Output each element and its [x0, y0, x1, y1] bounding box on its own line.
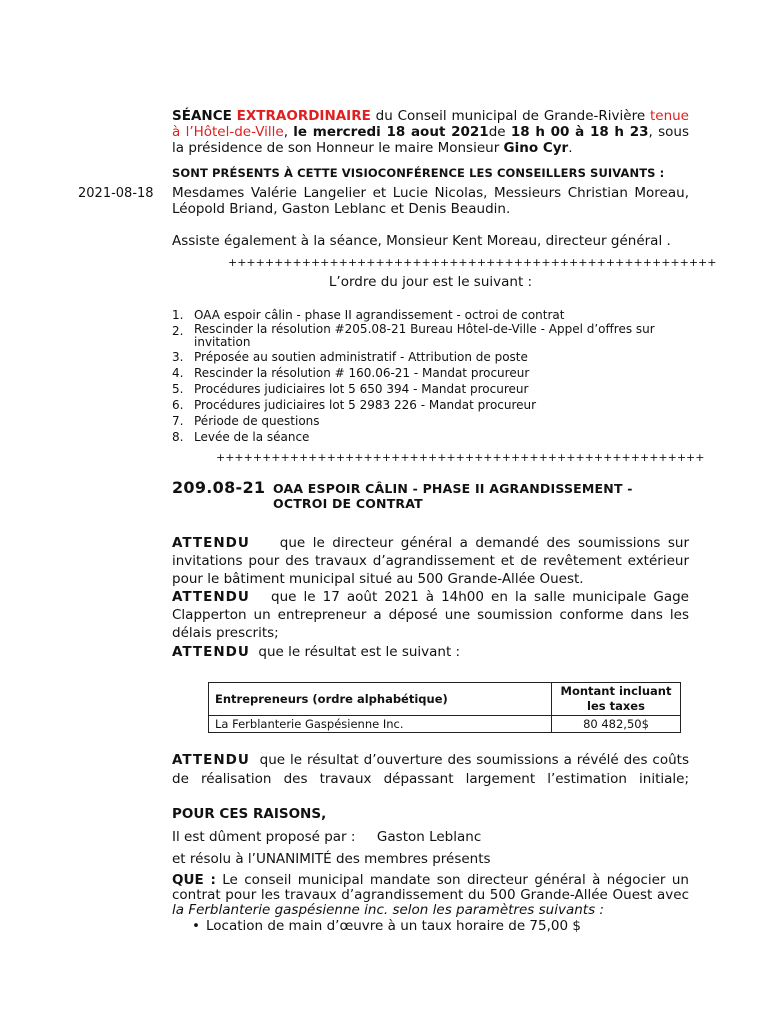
resolution-number: 209.08-21	[172, 478, 266, 497]
presents-heading: SONT PRÉSENTS À CETTE VISIOCONFÉRENCE LES CONSEILLERS SUIVANTS :	[172, 166, 665, 180]
table-cell-amount: 80 482,50$	[552, 716, 681, 733]
proposed-label: Il est dûment proposé par :	[172, 829, 356, 845]
attendu-1	[172, 534, 689, 588]
agenda-text: Préposée au soutien administratif - Attribution de poste	[194, 350, 528, 364]
table-header-row	[209, 683, 681, 716]
agenda-num: 5.	[172, 382, 184, 396]
agenda-item	[172, 397, 689, 413]
attendu-text: que le 17 août 2021 à 14h00 en la salle municipale Gage Clapperton un entrepreneur a déposé une soumission conforme dans les délais prescrits;	[172, 589, 689, 641]
header-text: du Conseil municipal de Grande-Rivière	[370, 108, 650, 124]
attendu-2	[172, 588, 689, 642]
agenda-text: Rescinder la résolution # 160.06-21 - Mandat procureur	[194, 366, 530, 380]
agenda-item	[172, 413, 689, 429]
header-period: .	[568, 140, 573, 156]
que-clause	[172, 873, 689, 918]
agenda-text: Procédures judiciaires lot 5 2983 226 - Mandat procureur	[194, 398, 537, 412]
mayor-name: Gino Cyr	[503, 140, 569, 156]
header-text-presidence: , sous la présidence de son Honneur le maire Monsieur	[172, 124, 689, 156]
agenda-item	[172, 365, 689, 381]
header-text-de: de	[488, 124, 511, 140]
agenda-num: 4.	[172, 366, 184, 380]
attendu-keyword: ATTENDU	[172, 535, 250, 551]
attendu-text: que le directeur général a demandé des soumissions sur invitations pour des travaux d’agrandissement et de revêtement extérieur pour le bâtiment municipal situé au 500 Grande-Allée Ouest.	[172, 535, 689, 587]
agenda-item	[172, 307, 689, 323]
agenda-num: 1.	[172, 308, 184, 322]
agenda-num: 8.	[172, 430, 184, 444]
header-sep: ,	[283, 124, 294, 140]
que-keyword: QUE :	[172, 872, 216, 888]
table-row	[209, 716, 681, 733]
meeting-time: 18 h 00 à 18 h 23	[510, 124, 649, 140]
agenda-list	[172, 307, 689, 445]
agenda-text: Levée de la séance	[194, 430, 310, 444]
agenda-item	[172, 349, 689, 365]
resolution-title: OAA ESPOIR CÂLIN - PHASE II AGRANDISSEMENT - OCTROI DE CONTRAT	[273, 481, 633, 511]
results-table	[208, 682, 681, 733]
extraordinaire-label: EXTRAORDINAIRE	[236, 108, 371, 124]
location-text: tenue à l’Hôtel-de-Ville	[172, 108, 689, 140]
attendu-keyword: ATTENDU	[172, 644, 250, 660]
attendu-keyword: ATTENDU	[172, 752, 250, 768]
table-header-amount: Montant incluant les taxes	[552, 683, 681, 716]
bullet-text: Location de main d’œuvre à un taux horaire de 75,00 $	[206, 918, 581, 934]
que-italic-text: la Ferblanterie gaspésienne inc. selon les paramètres suivants :	[172, 902, 604, 918]
councillors-list: Mesdames Valérie Langelier et Lucie Nicolas, Messieurs Christian Moreau, Léopold Briand, Gaston Leblanc et Denis Beaudin.	[172, 185, 689, 217]
attendu-3	[172, 644, 689, 660]
assist-line: Assiste également à la séance, Monsieur Kent Moreau, directeur général .	[172, 233, 671, 249]
attendu-text: que le résultat d’ouverture des soumissions a révélé des coûts de réalisation des travaux dépassant largement l’estimation initiale;	[172, 752, 689, 787]
bullet-icon: •	[192, 918, 200, 934]
agenda-item	[172, 323, 689, 349]
agenda-num: 6.	[172, 398, 184, 412]
margin-date: 2021-08-18	[78, 186, 154, 201]
agenda-num: 2.	[172, 324, 184, 338]
seance-label: SÉANCE	[172, 108, 232, 124]
agenda-text: Rescinder la résolution #205.08-21 Bureau Hôtel-de-Ville - Appel d’offres sur invitation	[194, 322, 655, 349]
meeting-date: le mercredi 18 aout 2021	[293, 124, 489, 140]
pour-ces-raisons: POUR CES RAISONS,	[172, 806, 327, 822]
que-text: Le conseil municipal mandate son directeur général à négocier un contrat pour les travaux d’agrandissement du 500 Grande-Allée Ouest avec	[172, 872, 689, 903]
agenda-text: Procédures judiciaires lot 5 650 394 - Mandat procureur	[194, 382, 529, 396]
agenda-num: 7.	[172, 414, 184, 428]
separator-2: +++++++++++++++++++++++++++++++++++++++++++++++++++++	[216, 451, 705, 464]
agenda-item	[172, 429, 689, 445]
resolved-line: et résolu à l’UNANIMITÉ des membres présents	[172, 851, 491, 867]
table-header-entrepreneurs: Entrepreneurs (ordre alphabétique)	[209, 683, 552, 716]
agenda-item	[172, 381, 689, 397]
table-cell-entrepreneur: La Ferblanterie Gaspésienne Inc.	[209, 716, 552, 733]
attendu-text: que le résultat est le suivant :	[258, 644, 461, 660]
separator-1: +++++++++++++++++++++++++++++++++++++++++++++++++++++	[228, 256, 717, 269]
agenda-num: 3.	[172, 350, 184, 364]
proposed-by	[172, 829, 689, 845]
session-header	[172, 108, 689, 156]
agenda-text: Période de questions	[194, 414, 320, 428]
proposer-name: Gaston Leblanc	[376, 829, 482, 845]
attendu-keyword: ATTENDU	[172, 589, 250, 605]
agenda-intro: L’ordre du jour est le suivant :	[328, 274, 533, 290]
attendu-4	[172, 751, 689, 789]
agenda-text: OAA espoir câlin - phase II agrandissement - octroi de contrat	[194, 308, 565, 322]
bullet-item	[172, 918, 703, 934]
